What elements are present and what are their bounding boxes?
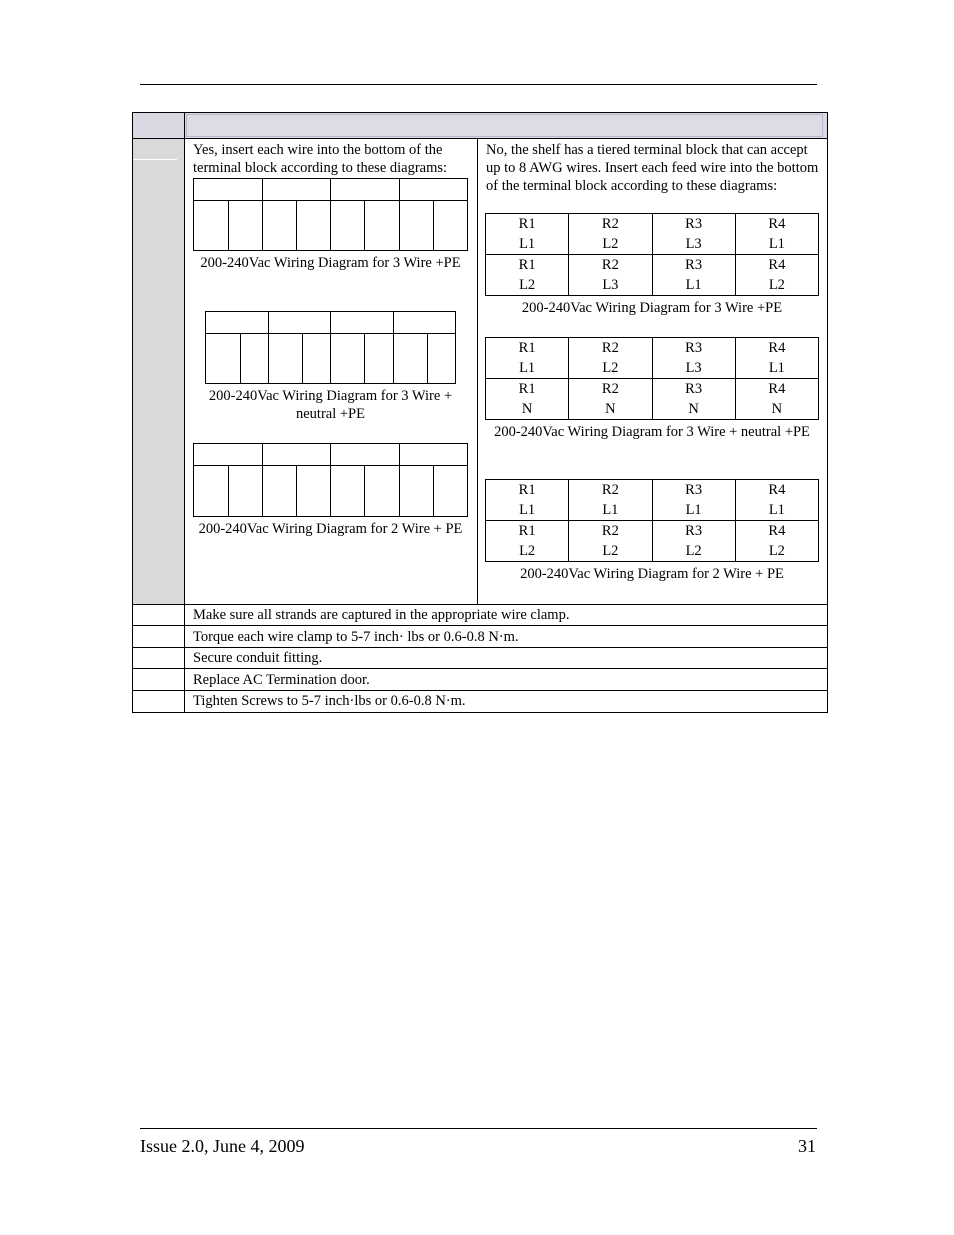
terminal-cell [735,255,818,296]
wire-label: N [771,401,783,417]
row-line [132,647,828,648]
terminal-label: R4 [768,523,786,539]
wire-label: L1 [685,502,702,518]
diagram-caption: 200-240Vac Wiring Diagram for 3 Wire + neutral +PE [494,424,810,440]
terminal-label: R2 [601,216,619,232]
terminal-cell [652,255,735,296]
terminal-label: R1 [518,482,536,498]
terminal-cell [486,214,569,255]
terminal-cell [652,480,735,521]
diagram-caption: 200-240Vac Wiring Diagram for 3 Wire +PE [200,255,461,271]
terminal-row [486,255,819,296]
step-text: Replace AC Termination door. [193,672,370,688]
header-rule [140,84,817,85]
terminal-label: R3 [685,340,703,356]
row-line [132,668,828,669]
terminal-cell [652,214,735,255]
terminal-row [486,521,819,562]
terminal-cell [735,379,818,420]
diagram-caption: 200-240Vac Wiring Diagram for 2 Wire + PE [520,566,784,582]
terminal-label: R1 [518,523,536,539]
step-number-column [133,139,184,604]
terminal-cell [569,338,652,379]
row-line [132,604,828,605]
terminal-label: R4 [768,340,786,356]
row-line [132,625,828,626]
wire-label: L3 [685,360,702,376]
diagram-caption: 200-240Vac Wiring Diagram for 3 Wire + neutral +PE [208,388,453,422]
terminal-label: R3 [685,381,703,397]
wire-label: L1 [519,360,536,376]
wire-label: L1 [519,236,536,252]
page-number: 31 [798,1136,816,1156]
terminal-label: R1 [518,257,536,273]
terminal-cell [652,379,735,420]
terminal-cell [735,521,818,562]
terminal-label: R4 [768,381,786,397]
terminal-cell [652,521,735,562]
terminal-label: R3 [685,482,703,498]
wire-label: L2 [602,543,619,559]
footer-rule [140,1128,817,1129]
terminal-cell [486,521,569,562]
step-number-divider [133,159,177,160]
step-text: Torque each wire clamp to 5-7 inch· lbs or 0.6-0.8 N·m. [193,629,519,645]
terminal-label: R4 [768,482,786,498]
right-intro-text: No, the shelf has a tiered terminal block that can accept up to 8 AWG wires. Insert each feed wire into the bottom of the terminal block according to these diagrams: [486,142,819,194]
tiered-terminal-diagram-2wire [485,479,819,562]
terminal-cell [735,214,818,255]
wire-label: L1 [519,502,536,518]
terminal-label: R2 [601,340,619,356]
terminal-cell [486,379,569,420]
terminal-label: R3 [685,216,703,232]
terminal-label: R2 [601,482,619,498]
wire-label: L1 [602,502,619,518]
terminal-row [486,480,819,521]
wire-label: L3 [685,236,702,252]
terminal-label: R1 [518,381,536,397]
table-column-divider [184,112,185,713]
table-border-bottom [132,712,828,713]
terminal-label: R4 [768,257,786,273]
terminal-cell [569,255,652,296]
table-border-right [827,112,828,713]
tiered-terminal-diagram-3wire [485,213,819,296]
wire-label: N [688,401,699,417]
terminal-label: R2 [601,257,619,273]
terminal-cell [735,338,818,379]
terminal-label: R3 [685,523,703,539]
terminal-label: R4 [768,216,786,232]
terminal-cell [569,379,652,420]
wire-label: L1 [768,502,785,518]
terminal-cell [569,214,652,255]
row-line [132,690,828,691]
terminal-cell [486,338,569,379]
terminal-label: R2 [601,381,619,397]
terminal-block-diagram-3wire [193,178,468,251]
terminal-cell [569,521,652,562]
wire-label: L2 [602,360,619,376]
wire-label: L1 [768,360,785,376]
diagram-column-divider [477,139,478,604]
table-header-cell [186,114,823,137]
diagram-caption: 200-240Vac Wiring Diagram for 2 Wire + PE [198,521,463,537]
terminal-label: R2 [601,523,619,539]
terminal-row [486,379,819,420]
terminal-cell [652,338,735,379]
wire-label: L1 [685,277,702,293]
wire-label: L2 [519,543,536,559]
wire-label: L2 [768,543,785,559]
step-text: Secure conduit fitting. [193,650,323,666]
wire-label: L3 [602,277,619,293]
terminal-cell [569,480,652,521]
table-border-left [132,112,133,713]
wire-label: N [605,401,616,417]
wire-label: L2 [602,236,619,252]
terminal-label: R1 [518,340,536,356]
terminal-row [486,214,819,255]
wire-label: N [521,401,533,417]
terminal-label: R3 [685,257,703,273]
wire-label: L2 [768,277,785,293]
terminal-cell [486,480,569,521]
wire-label: L1 [768,236,785,252]
terminal-label: R1 [518,216,536,232]
terminal-row [486,338,819,379]
issue-date: Issue 2.0, June 4, 2009 [140,1136,305,1156]
diagram-caption: 200-240Vac Wiring Diagram for 3 Wire +PE [521,300,783,316]
terminal-block-diagram-3wire-neutral [205,311,456,384]
terminal-block-diagram-2wire [193,443,468,517]
wire-label: L2 [685,543,702,559]
left-intro-text: Yes, insert each wire into the bottom of the terminal block according to these diagrams: [193,142,448,176]
terminal-cell [735,480,818,521]
wire-label: L2 [519,277,536,293]
tiered-terminal-diagram-3wire-neutral [485,337,819,420]
step-text: Make sure all strands are captured in the appropriate wire clamp. [193,607,570,623]
terminal-cell [486,255,569,296]
step-text: Tighten Screws to 5-7 inch·lbs or 0.6-0.8 N·m. [193,693,466,709]
